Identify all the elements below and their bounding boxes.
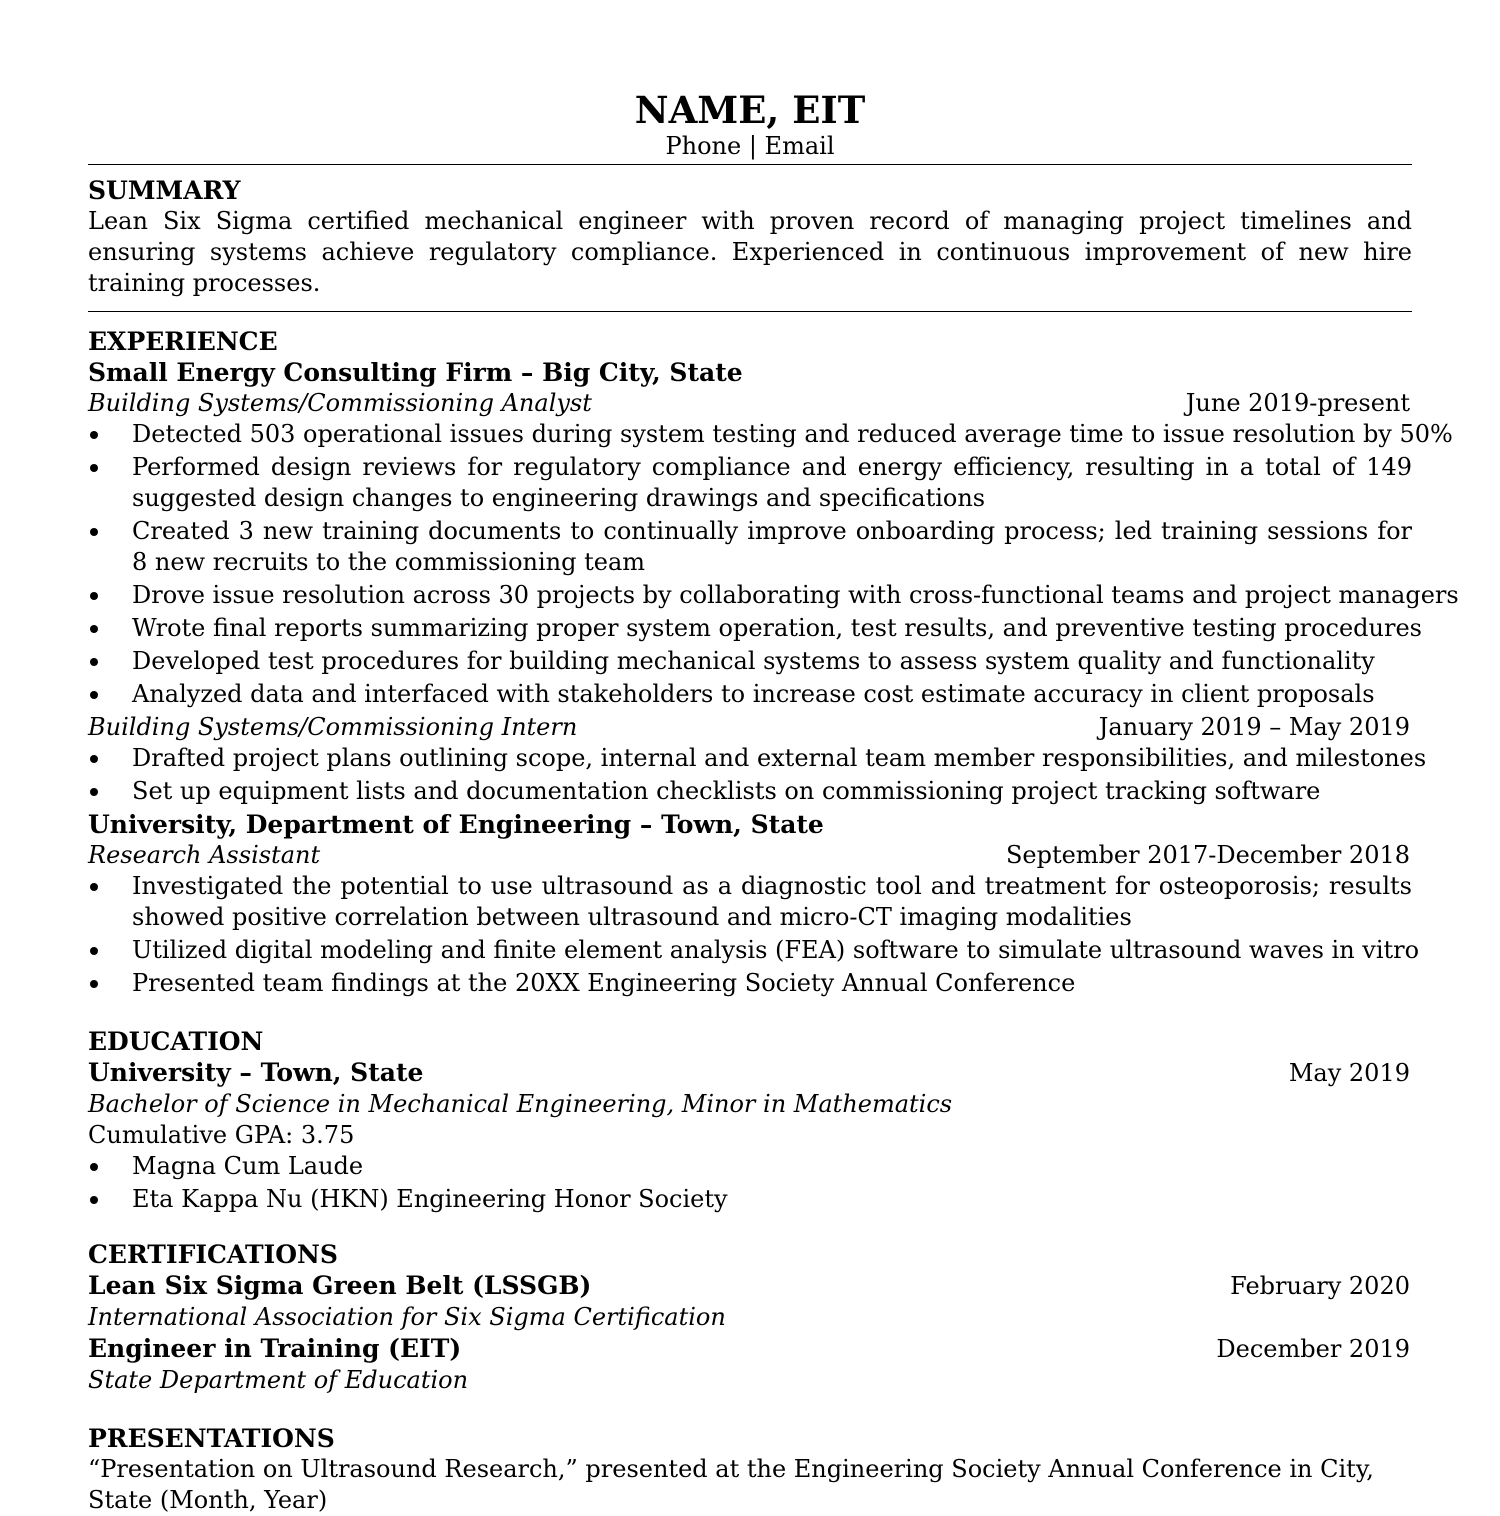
certification-row (88, 1270, 1412, 1302)
list-item: Wrote final reports summarizing proper system operation, test results, and preventive testing procedures (132, 614, 1422, 642)
section-title-experience: EXPERIENCE (88, 327, 278, 356)
graduation-date: May 2019 (1288, 1059, 1410, 1087)
list-item: Magna Cum Laude (132, 1152, 364, 1180)
resume-page (88, 88, 1459, 1516)
role-title: Building Systems/Commissioning Intern (88, 713, 578, 741)
section-title-certifications: CERTIFICATIONS (88, 1240, 338, 1269)
list-item: Drove issue resolution across 30 projects by collaborating with cross-functional teams and project managers (132, 581, 1459, 609)
role-dates: September 2017-December 2018 (1005, 841, 1410, 869)
list-item: Analyzed data and interfaced with stakeholders to increase cost estimate accuracy in client proposals (132, 680, 1375, 708)
school-name: University – Town, State (88, 1058, 424, 1087)
certification-date: February 2020 (1230, 1272, 1410, 1300)
certification-row (88, 1333, 1412, 1365)
certification-name: Lean Six Sigma Green Belt (LSSGB) (88, 1271, 592, 1300)
gpa: Cumulative GPA: 3.75 (88, 1121, 355, 1149)
list-item: Drafted project plans outlining scope, internal and external team member responsibilities, and milestones (132, 744, 1427, 772)
section-title-summary: SUMMARY (88, 176, 241, 205)
certification-issuer: State Department of Education (88, 1366, 469, 1394)
presentations-section (88, 1423, 1412, 1516)
candidate-name: NAME, EIT (634, 88, 866, 132)
list-item: Set up equipment lists and documentation checklists on commissioning project tracking software (132, 777, 1321, 805)
contact-line: Phone | Email (665, 132, 835, 160)
list-item: Presented team findings at the 20XX Engineering Society Annual Conference (132, 969, 1076, 997)
list-item: Detected 503 operational issues during system testing and reduced average time to issue resolution by 50% (132, 420, 1453, 448)
role-title: Research Assistant (88, 841, 321, 869)
list-item: Eta Kappa Nu (HKN) Engineering Honor Society (132, 1185, 728, 1213)
header-divider (88, 164, 1412, 165)
list-item: Utilized digital modeling and finite element analysis (FEA) software to simulate ultrasound waves in vitro (132, 936, 1420, 964)
role-dates: January 2019 – May 2019 (1098, 713, 1410, 741)
section-title-education: EDUCATION (88, 1027, 264, 1056)
role-bullets (88, 419, 1459, 710)
list-item: Developed test procedures for building mechanical systems to assess system quality and functionality (132, 647, 1375, 675)
school-row (88, 1057, 1412, 1089)
education-section (88, 1026, 1412, 1215)
role-row (88, 388, 1412, 419)
employer-name: University, Department of Engineering – Town, State (88, 810, 824, 839)
role-bullets (88, 743, 1427, 807)
role-bullets (88, 871, 1420, 999)
presentation-entry: “Presentation on Ultrasound Research,” presented at the Engineering Society Annual Conference in City, State (Month, Year) (88, 1455, 1374, 1514)
certification-name: Engineer in Training (EIT) (88, 1334, 462, 1363)
list-item: Performed design reviews for regulatory compliance and energy efficiency, resulting in a total of 149 suggested design changes to engineering drawings and specifications (132, 453, 1412, 512)
degree: Bachelor of Science in Mechanical Engineering, Minor in Mathematics (88, 1090, 953, 1118)
certifications-section (88, 1239, 1412, 1396)
experience-section (88, 326, 1459, 999)
section-title-presentations: PRESENTATIONS (88, 1424, 335, 1453)
role-title: Building Systems/Commissioning Analyst (88, 389, 592, 417)
summary-divider (88, 311, 1412, 312)
summary-section (88, 175, 1412, 299)
role-dates: June 2019-present (1185, 389, 1410, 417)
certification-date: December 2019 (1216, 1335, 1410, 1363)
list-item: Created 3 new training documents to continually improve onboarding process; led training sessions for 8 new recruits to the commissioning team (132, 517, 1412, 576)
role-row (88, 840, 1412, 871)
list-item: Investigated the potential to use ultrasound as a diagnostic tool and treatment for osteoporosis; results showed positive correlation between ultrasound and micro-CT imaging modalities (132, 872, 1412, 931)
honors-list (88, 1151, 1412, 1215)
role-row (88, 712, 1412, 743)
summary-text: Lean Six Sigma certified mechanical engineer with proven record of managing project timelines and ensuring systems achieve regulatory compliance. Experienced in continuous improvement of new hire training processes. (88, 207, 1412, 297)
employer-name: Small Energy Consulting Firm – Big City, State (88, 358, 743, 387)
certification-issuer: International Association for Six Sigma Certification (88, 1303, 726, 1331)
